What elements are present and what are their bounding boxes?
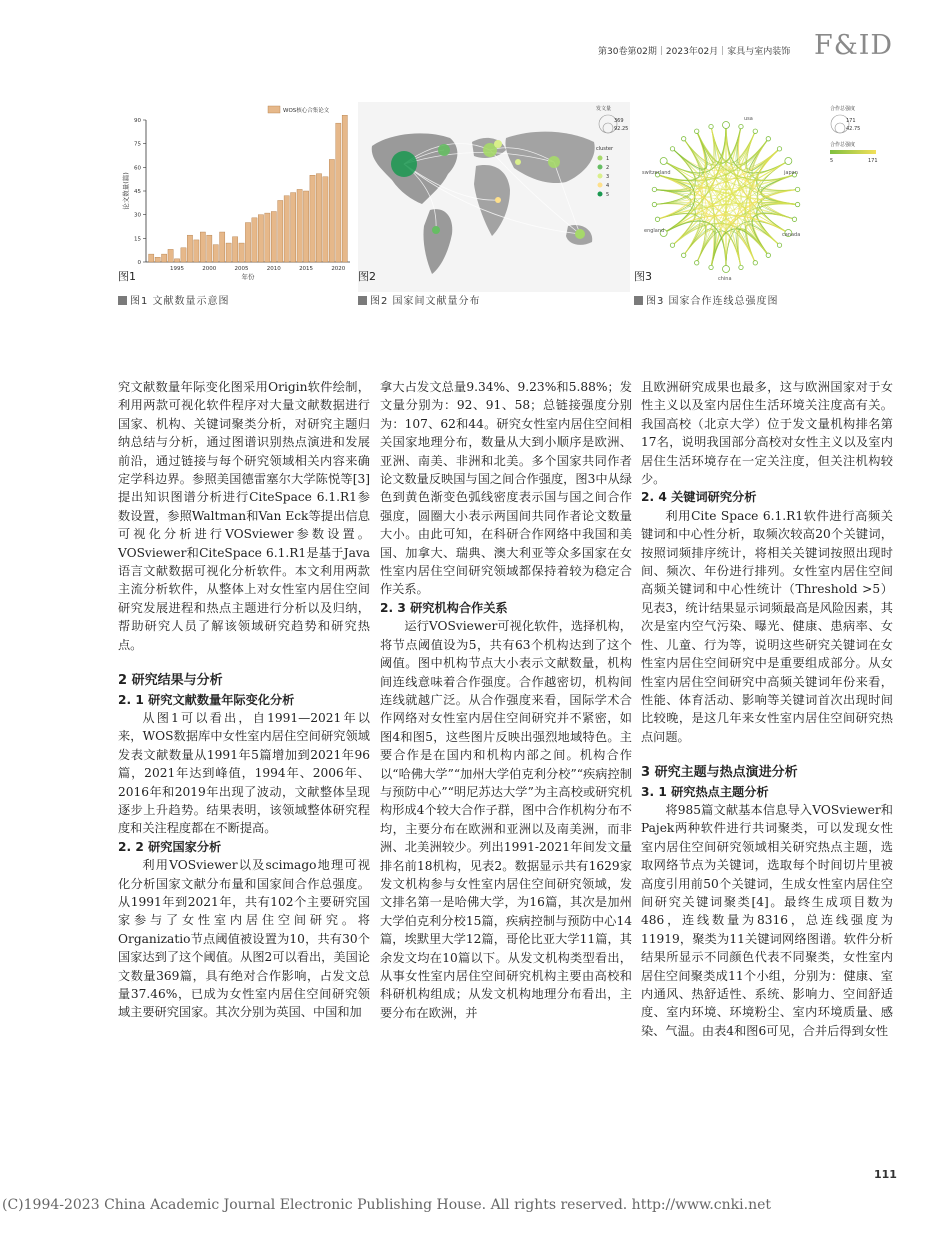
bar: [207, 235, 212, 262]
bar: [174, 259, 179, 262]
country-node: [739, 265, 743, 269]
fig2-legend-size-title: 发文量: [596, 106, 612, 112]
bar: [329, 159, 334, 262]
bar: [226, 243, 231, 262]
country-node: [753, 261, 757, 265]
paragraph: 从图1可以看出，自1991—2021年以来，WOS数据库中女性室内居住空间研究领域发表文献数量从1991年5篇增加到2021年96篇，2021年达到峰值，1994年、2006年、2016年和2019年出现了波动，文献整体呈现逐步上升趋势。结果表明，该领域整体研究程度和关注程度都在不断提高。: [118, 710, 370, 836]
bar: [149, 254, 154, 262]
x-tick-label: 2000: [202, 266, 217, 272]
caption-marker: [118, 296, 127, 305]
bar: [194, 240, 199, 262]
bar: [252, 218, 257, 262]
figure-1-label: 图1: [118, 270, 136, 283]
bar: [297, 189, 302, 262]
y-tick-label: 30: [134, 212, 141, 219]
country-node: [681, 253, 685, 257]
y-tick-label: 60: [134, 165, 141, 172]
cluster-swatch: [598, 165, 603, 170]
x-tick-label: 2015: [299, 266, 314, 272]
country-node: [766, 253, 770, 257]
page-number: 111: [874, 1168, 897, 1181]
fig3-node-usa: usa: [744, 116, 753, 122]
country-node: [709, 265, 713, 269]
fig3-node-japan: japan: [784, 170, 798, 176]
section-heading: 3 研究主题与热点演进分析: [641, 765, 798, 781]
country-node: [695, 129, 699, 133]
spacer: [118, 654, 370, 672]
bar: [316, 174, 321, 262]
subsection-heading: 2. 3 研究机构合作关系: [380, 600, 508, 615]
cluster-label: 4: [606, 183, 610, 189]
country-node: [660, 158, 667, 165]
section-heading: 2 研究结果与分析: [118, 673, 223, 689]
figure-1-panel: [118, 102, 355, 292]
cluster-swatch: [598, 156, 603, 161]
bar: [162, 254, 167, 262]
country-node: [795, 187, 799, 191]
bar: [239, 243, 244, 262]
bar: [271, 212, 276, 262]
cluster-label: 5: [606, 192, 610, 198]
y-tick-label: 90: [134, 118, 141, 124]
country-node: [777, 243, 781, 247]
journal-logo: F&ID: [814, 30, 894, 61]
paragraph: 且欧洲研究成果也最多，这与欧洲国家对于女性主义以及室内居住生活环境关注度高有关。我国高校（北京大学）位于发文量机构排名第17名，说明我国部分高校对女性主义以及室内居住生活环境存在一定关注度，但关注机构较少。: [641, 380, 893, 487]
figure-3-label: 图3: [634, 270, 652, 283]
figure-3-caption: [634, 292, 779, 307]
country-node: [777, 147, 781, 151]
bar: [181, 248, 186, 262]
y-tick-label: 15: [134, 236, 141, 243]
fig3-legend-max: 171: [846, 118, 856, 124]
body-column-2: [380, 378, 632, 1022]
subsection-heading: 2. 2 研究国家分析: [118, 839, 222, 854]
fig3-node-canada: canada: [782, 232, 801, 238]
x-tick-label: 2010: [266, 266, 281, 272]
cooperation-link: [672, 131, 707, 169]
x-tick-label: 1995: [170, 266, 185, 272]
fig3-node-switzerland: switzerland: [642, 170, 671, 176]
cluster-swatch: [598, 183, 603, 188]
figure-2-caption: [358, 292, 481, 307]
body-column-3: [641, 378, 893, 1040]
fig2-legend-max: 369: [614, 118, 624, 124]
subsection-heading: 2. 1 研究文献数量年际变化分析: [118, 692, 295, 707]
legend-swatch: [268, 106, 280, 113]
bar: [232, 237, 237, 262]
country-node: [681, 137, 685, 141]
figure-2-label: 图2: [358, 270, 376, 283]
y-tick-label: 0: [137, 260, 141, 266]
figure-2-map: [358, 102, 630, 292]
paragraph: 究文献数量年际变化图采用Origin软件绘制，利用两款可视化软件程序对大量文献数据进行国家、机构、关键词聚类分析，对研究主题归纳总结与分析，通过图谱识别热点演进和发展前沿，通过链接与每个研究领域相关内容来确定学科边界。参照美国德雷塞尔大学陈悦等[3]提出知识图谱分析进行CiteSpace 6.1.R1参数设置，参照Waltman和Van Eck等提出信息可视化分析进行VOSviewer参数设置。VOSviewer和CiteSpace 6.1.R1是基于Java语言文献数据可视化分析软件。本文利用两款主流分析软件，从整体上对女性室内居住空间研究发展进程和热点主题进行分析以及归纳，帮助研究人员了解该领域研究趋势和研究热点。: [118, 380, 370, 652]
country-node: [795, 202, 799, 206]
bar: [187, 235, 192, 262]
paragraph: 利用VOSviewer以及scimago地理可视化分析国家文献分布量和国家间合作总强度。从1991年到2021年，共有102个主要研究国家参与了女性室内居住空间研究。将Organizatio节点阈值被设置为10，共有30个国家达到了这个阈值。从图2可以看出，美国论文数量369篇，具有绝对合作影响，占发文总量37.46%，已成为女性室内居住空间研究领域主要研究国家。其次分别为英国、中国和加: [118, 858, 370, 1020]
y-axis-label: 论文数量(篇): [122, 172, 130, 210]
bar: [155, 257, 160, 262]
paragraph: 运行VOSviewer可视化软件，选择机构，将节点阈值设为5，共有63个机构达到了这个阈值。图中机构节点大小表示文献数量，机构间连线意味着合作强度。合作越密切，机构间连线就越广泛。从合作强度来看，国际学术合作网络对女性室内居住空间研究并不紧密，如图4和图5，这些图片反映出强烈地域特色。主要合作是在国内和机构内部之间。机构合作以“哈佛大学”“加州大学伯克利分校”“疾病控制与预防中心”“明尼苏达大学”为主高校或研究机构形成4个较大合作子群，图中合作机构分布不均，主要分布在欧洲和亚洲以及南美洲，而非洲、北美洲较少。列出1991-2021年间发文量排名前18机构，见表2。数据显示共有1629家发文机构参与女性室内居住空间研究领域，发文排名第一是哈佛大学，为16篇，其次是加州大学伯克利分校15篇，疾病控制与预防中心14篇，埃默里大学12篇，哥伦比亚大学11篇，其余发文均在10篇以下。从发文机构类型看出，从事女性室内居住空间研究机构主要由高校和科研机构组成；从发文机构地理分布看出，主要分布在欧洲，并: [380, 619, 632, 1020]
country-node: [723, 266, 730, 273]
x-axis-label: 年份: [241, 273, 255, 281]
subsection-heading: 3. 1 研究热点主题分析: [641, 784, 769, 799]
bar: [200, 232, 205, 262]
fig3-legend-title: 合作总强度: [830, 106, 856, 112]
bar: [245, 223, 250, 262]
subsection-heading: 2. 4 关键词研究分析: [641, 490, 757, 505]
cluster-swatch: [598, 192, 603, 197]
cluster-label: 1: [606, 156, 610, 162]
caption-marker: [358, 296, 367, 305]
figure-3-panel: [634, 102, 882, 292]
country-node: [766, 137, 770, 141]
cluster-label: 3: [606, 174, 610, 180]
fig3-node-england: england: [644, 228, 665, 234]
country-node: [652, 187, 656, 191]
bar: [265, 213, 270, 262]
country-node: [792, 217, 796, 221]
country-node: [753, 129, 757, 133]
country-node: [785, 158, 792, 165]
bar: [310, 175, 315, 262]
fig3-node-china: china: [718, 276, 732, 282]
country-node: [670, 243, 674, 247]
country-node: [655, 217, 659, 221]
y-tick-label: 75: [134, 141, 141, 148]
x-tick-label: 2005: [234, 266, 249, 272]
fig2-legend-cluster-title: cluster: [596, 146, 614, 152]
spacer: [641, 746, 893, 764]
paragraph: 将985篇文献基本信息导入VOSviewer和Pajek两种软件进行共词聚类，可以发现女性室内居住空间研究领域相关研究热点主题，选取网络节点为关键词，选取每个时间切片里被高度引用前50个关键词，生成女性室内居住空间研究关键词聚类[4]。最终生成项目数为486，连线数量为8316，总连线强度为11919，聚类为11关键词网络图谱。软件分析结果所显示不同颜色代表不同聚类，女性室内居住空间聚类成11个小组，分别为：健康、室内通风、热舒适性、系统、影响力、空间舒适度、室内环境、环境粉尘、室内环境质量、感染、气温。由表4和图6可见，合并后得到女性: [641, 802, 893, 1038]
fig3-scale-max: 171: [868, 158, 878, 164]
country-node: [723, 122, 730, 129]
country-node: [709, 124, 713, 128]
figure-3-caption-text: 图3 国家合作连线总强度图: [646, 296, 779, 307]
figure-1-caption: [118, 292, 230, 307]
country-node: [652, 202, 656, 206]
cluster-label: 2: [606, 165, 610, 171]
body-column-1: [118, 378, 370, 1022]
fig2-legend-mid: 92.25: [614, 126, 629, 132]
paragraph: 利用Cite Space 6.1.R1软件进行高频关键词和中心性分析，取频次较高20个关键词，按照词频排序统计，将相关关键词按照出现时间、频次、年份进行排列。女性室内居住空间高频关键词和中心性统计（Threshold >5）见表3，统计结果显示词频最高是风险因素，其次是室内空气污染、曝光、健康、患病率、女性、儿童、行为等，说明这些研究关键词在女性室内居住空间研究中是重要组成部分。从女性室内居住空间研究中高频关键词年份来看，性能、体育活动、影响等关键词首次出现时间比较晚，是这几年来女性室内居住空间研究热点问题。: [641, 508, 893, 744]
country-node: [670, 147, 674, 151]
fig3-legend-mid: 42.75: [846, 126, 861, 132]
figure-1-chart: [118, 102, 355, 292]
fig3-legend-scale-title: 合作总强度: [830, 142, 856, 148]
bar: [213, 245, 218, 262]
copyright-footer: (C)1994-2023 China Academic Journal Electronic Publishing House. All rights reserved. http://www.cnki.net: [2, 1197, 772, 1213]
bar: [278, 200, 283, 262]
figure-2-panel: [358, 102, 630, 292]
cluster-swatch: [598, 174, 603, 179]
figure-1-caption-text: 图1 文献数量示意图: [130, 296, 230, 307]
legend-label: WOS核心合集论文: [283, 108, 330, 114]
bar: [323, 177, 328, 262]
country-node: [739, 124, 743, 128]
caption-marker: [634, 296, 643, 305]
bar: [291, 193, 296, 262]
x-tick-label: 2020: [331, 266, 346, 272]
journal-header: 第30卷第02期｜2023年02月｜家具与室内装饰: [598, 47, 791, 57]
bar: [284, 196, 289, 262]
paragraph: 拿大占发文总量9.34%、9.23%和5.88%；发文量分别为：92、91、58；总链接强度分别为：107、62和44。研究女性室内居住空间相关国家地理分布，数量从大到小顺序是欧洲、亚洲、南美、非洲和北美。多个国家共同作者论文数量反映国与国之间合作强度，图3中从绿色到黄色渐变色弧线密度表示国与国之间合作强度，圆圈大小表示两国间共同作者论文数量大小。由此可知，在科研合作网络中我国和美国、加拿大、瑞典、澳大利亚等众多国家在女性室内居住空间研究领域都保持着较为稳定合作关系。: [380, 380, 632, 597]
bar: [220, 232, 225, 262]
country-node: [695, 261, 699, 265]
fig3-scale-min: 5: [830, 158, 834, 164]
bar: [342, 115, 347, 262]
bar: [168, 249, 173, 262]
y-tick-label: 45: [134, 189, 141, 195]
bar: [258, 215, 263, 262]
figure-3-chord: [634, 102, 882, 292]
figure-2-caption-text: 图2 国家间文献量分布: [370, 296, 481, 307]
bar: [303, 191, 308, 262]
bar: [336, 123, 341, 262]
